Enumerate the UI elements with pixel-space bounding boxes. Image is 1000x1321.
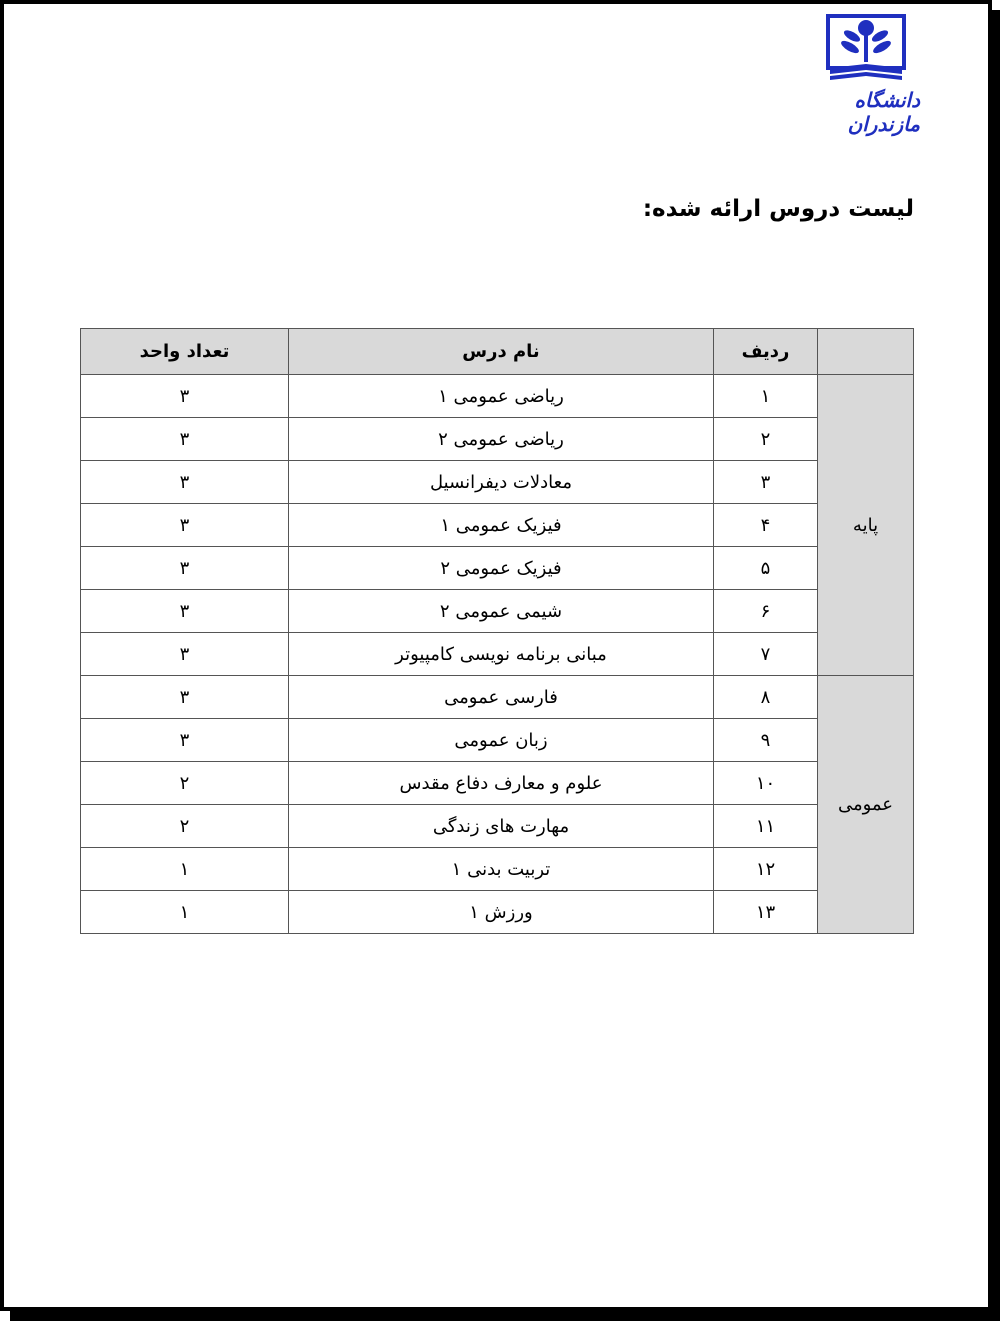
table-row xyxy=(81,547,914,590)
table-row xyxy=(81,633,914,676)
units-cell: ۳ xyxy=(81,676,289,719)
course-name-cell: ریاضی عمومی ۲ xyxy=(289,418,714,461)
course-name-cell: مبانی برنامه نویسی کامپیوتر xyxy=(289,633,714,676)
header-units: تعداد واحد xyxy=(81,329,289,375)
course-name-cell: تربیت بدنی ۱ xyxy=(289,848,714,891)
course-name-cell: زبان عمومی xyxy=(289,719,714,762)
courses-table xyxy=(80,328,914,934)
header-category xyxy=(818,329,914,375)
table-row xyxy=(81,461,914,504)
row-number-cell: ۱ xyxy=(714,375,818,418)
table-row xyxy=(81,676,914,719)
category-cell: پایه xyxy=(818,375,914,676)
row-number-cell: ۳ xyxy=(714,461,818,504)
row-number-cell: ۴ xyxy=(714,504,818,547)
units-cell: ۳ xyxy=(81,375,289,418)
course-name-cell: فیزیک عمومی ۱ xyxy=(289,504,714,547)
units-cell: ۲ xyxy=(81,805,289,848)
category-cell: عمومی xyxy=(818,676,914,934)
units-cell: ۳ xyxy=(81,547,289,590)
row-number-cell: ۲ xyxy=(714,418,818,461)
units-cell: ۱ xyxy=(81,891,289,934)
table-row xyxy=(81,848,914,891)
row-number-cell: ۵ xyxy=(714,547,818,590)
table-row xyxy=(81,590,914,633)
units-cell: ۱ xyxy=(81,848,289,891)
course-name-cell: مهارت های زندگی xyxy=(289,805,714,848)
table-row xyxy=(81,719,914,762)
units-cell: ۳ xyxy=(81,719,289,762)
page-shadow-right xyxy=(992,10,1000,1321)
university-name: دانشگاه مازندران xyxy=(847,88,920,136)
page-title: لیست دروس ارائه شده: xyxy=(642,196,914,222)
course-name-cell: فارسی عمومی xyxy=(289,676,714,719)
row-number-cell: ۱۲ xyxy=(714,848,818,891)
course-name-cell: علوم و معارف دفاع مقدس xyxy=(289,762,714,805)
header-course-name: نام درس xyxy=(289,329,714,375)
course-name-cell: معادلات دیفرانسیل xyxy=(289,461,714,504)
units-cell: ۳ xyxy=(81,461,289,504)
table-row xyxy=(81,891,914,934)
row-number-cell: ۱۰ xyxy=(714,762,818,805)
row-number-cell: ۷ xyxy=(714,633,818,676)
course-name-cell: شیمی عمومی ۲ xyxy=(289,590,714,633)
table-row xyxy=(81,762,914,805)
row-number-cell: ۹ xyxy=(714,719,818,762)
units-cell: ۳ xyxy=(81,504,289,547)
row-number-cell: ۶ xyxy=(714,590,818,633)
units-cell: ۲ xyxy=(81,762,289,805)
table-header-row xyxy=(81,329,914,375)
table-row xyxy=(81,805,914,848)
header-row-number: ردیف xyxy=(714,329,818,375)
table-row xyxy=(81,418,914,461)
course-name-cell: فیزیک عمومی ۲ xyxy=(289,547,714,590)
course-name-cell: ورزش ۱ xyxy=(289,891,714,934)
units-cell: ۳ xyxy=(81,418,289,461)
table-row xyxy=(81,504,914,547)
course-name-cell: ریاضی عمومی ۱ xyxy=(289,375,714,418)
units-cell: ۳ xyxy=(81,590,289,633)
row-number-cell: ۸ xyxy=(714,676,818,719)
university-logo-icon xyxy=(826,14,906,82)
table-row xyxy=(81,375,914,418)
units-cell: ۳ xyxy=(81,633,289,676)
row-number-cell: ۱۳ xyxy=(714,891,818,934)
row-number-cell: ۱۱ xyxy=(714,805,818,848)
page-shadow-bottom xyxy=(10,1311,1000,1321)
